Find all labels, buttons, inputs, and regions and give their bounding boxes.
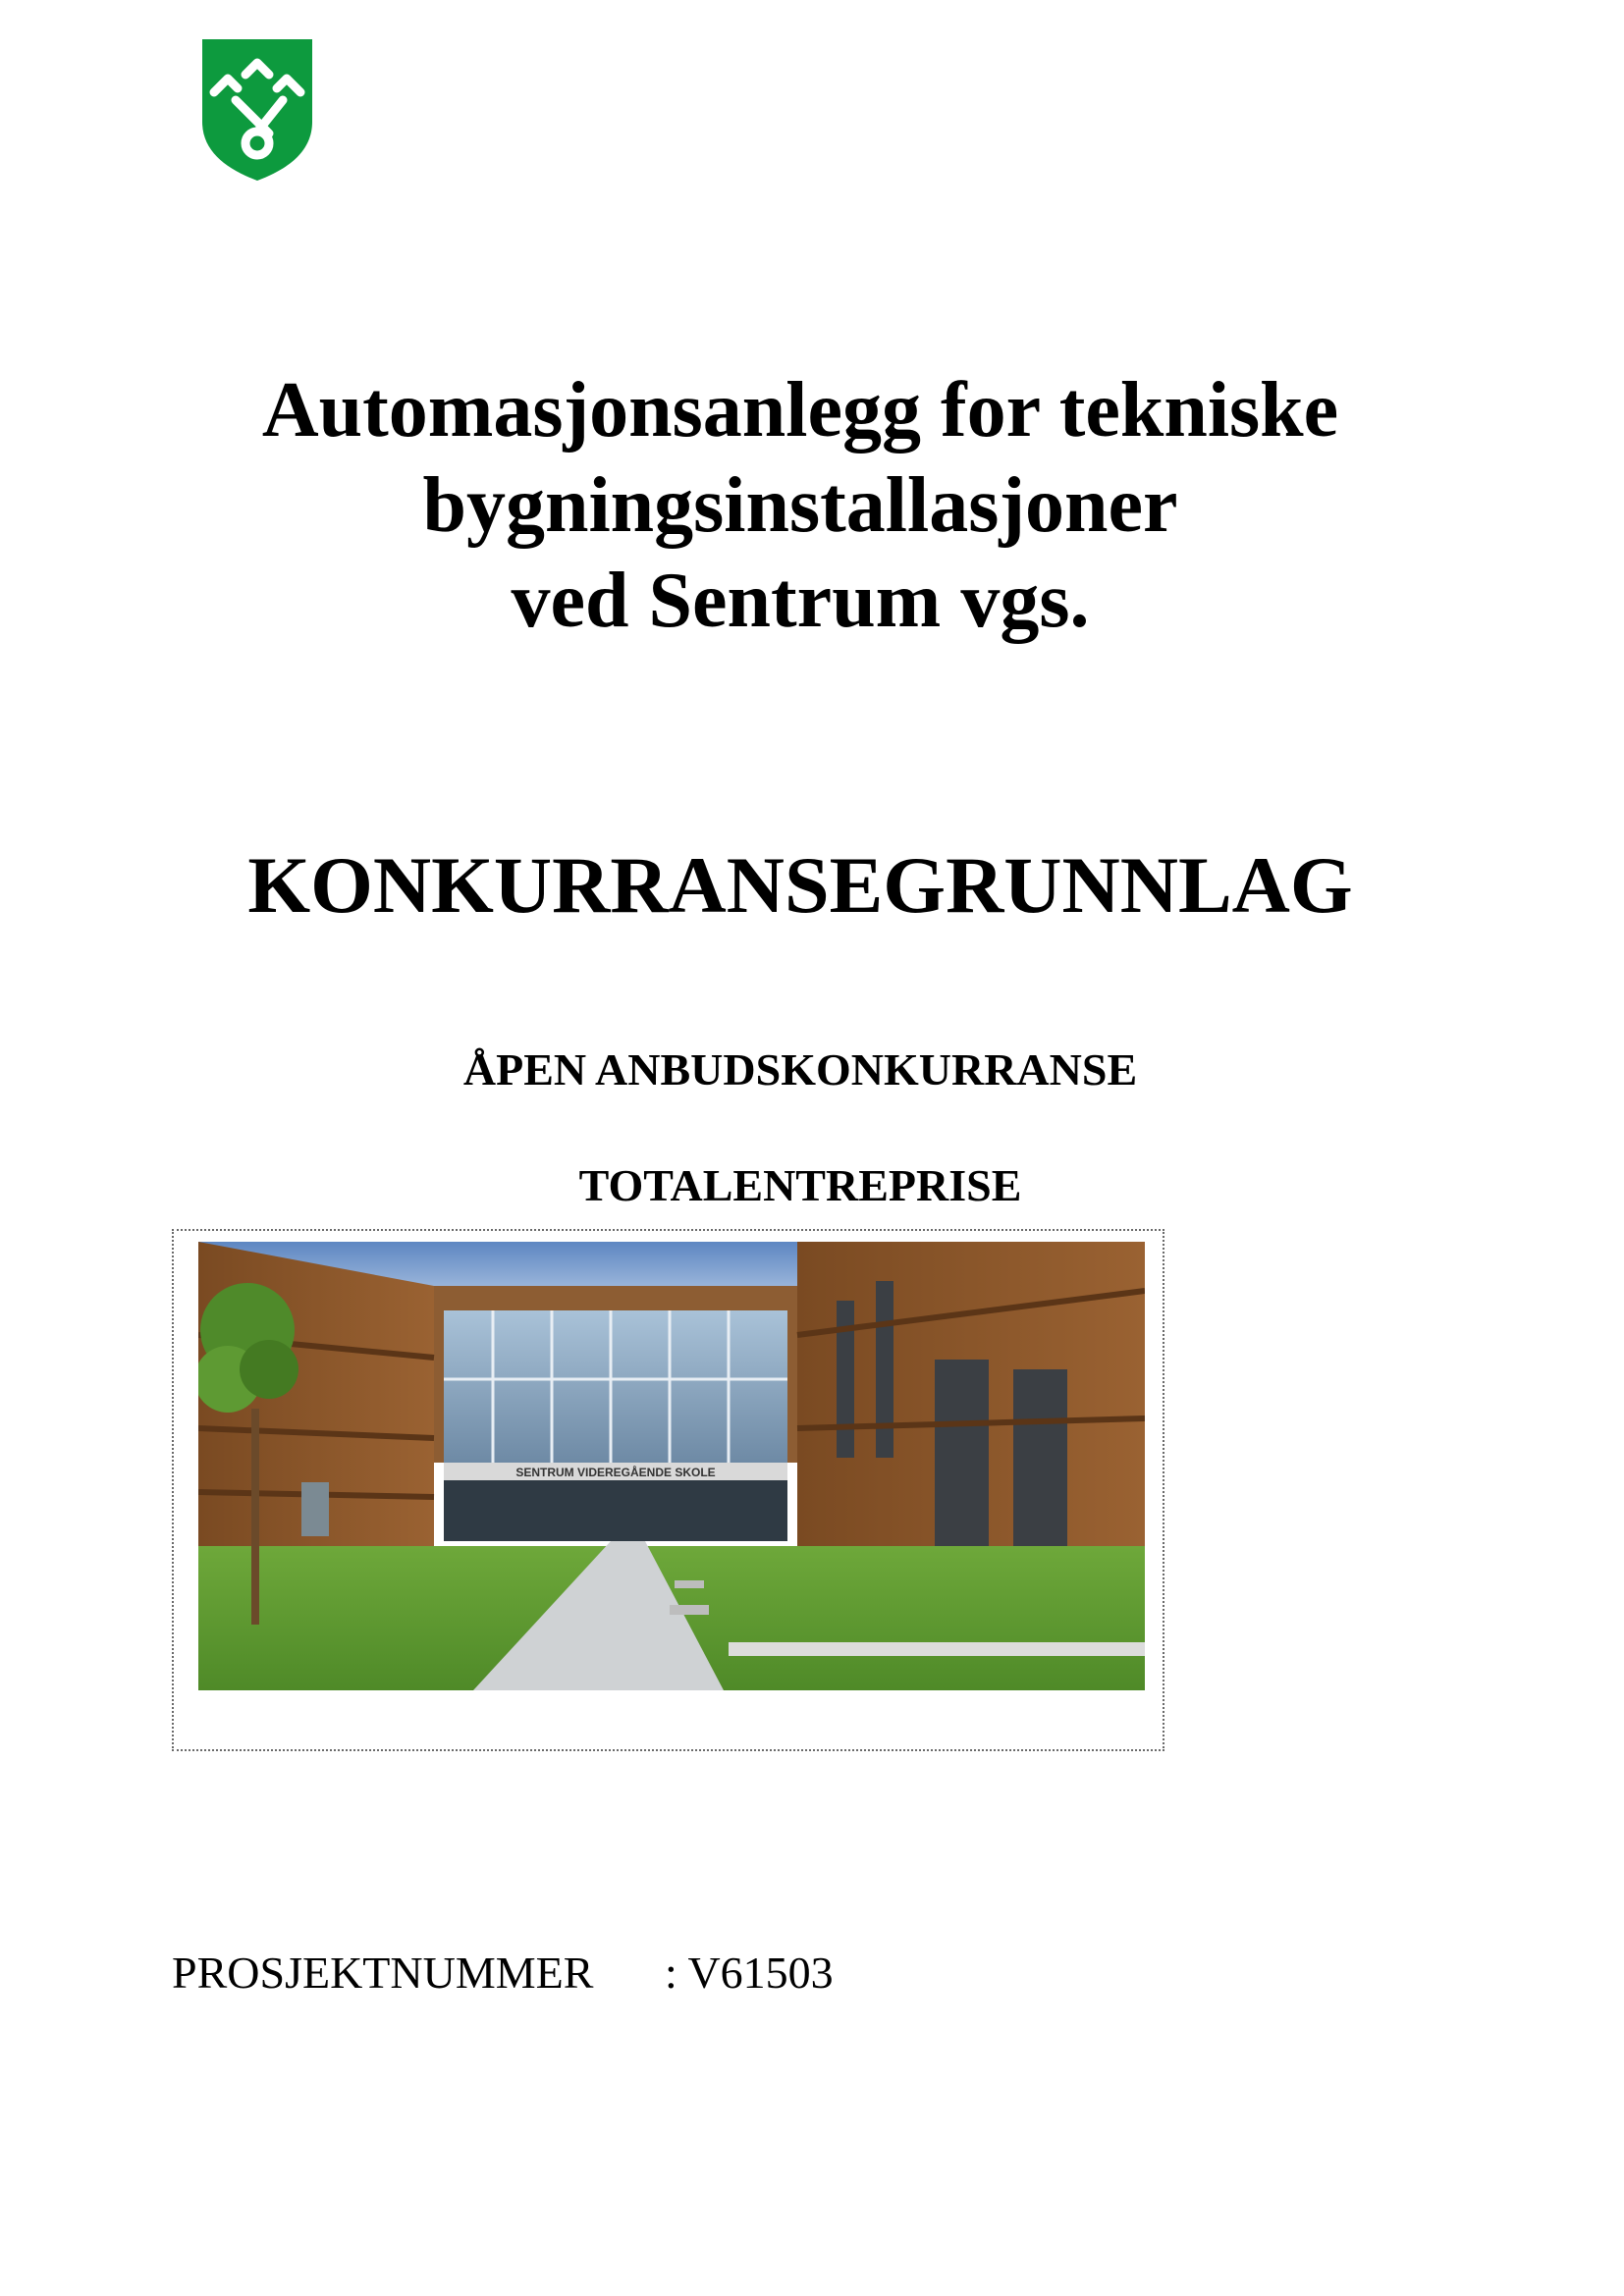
contract-type: TOTALENTREPRISE xyxy=(578,1160,1022,1210)
school-building-photo xyxy=(198,1242,1145,1690)
project-number-label: PROSJEKTNUMMER xyxy=(172,1948,594,1998)
title-line-3: ved Sentrum vgs. xyxy=(511,558,1090,644)
project-number xyxy=(172,1946,834,2001)
main-heading: KONKURRANSEGRUNNLAG xyxy=(247,840,1353,930)
building-sign-text: SENTRUM VIDEREGÅENDE SKOLE xyxy=(515,1466,716,1479)
procurement-type: ÅPEN ANBUDSKONKURRANSE xyxy=(462,1044,1138,1095)
project-number-separator: : xyxy=(665,1948,677,1998)
coat-of-arms-icon xyxy=(198,35,316,183)
project-number-value: V61503 xyxy=(687,1948,834,1998)
title-line-1: Automasjonsanlegg for tekniske xyxy=(261,367,1339,454)
document-title xyxy=(196,363,1404,649)
title-line-2: bygningsinstallasjoner xyxy=(422,462,1178,549)
